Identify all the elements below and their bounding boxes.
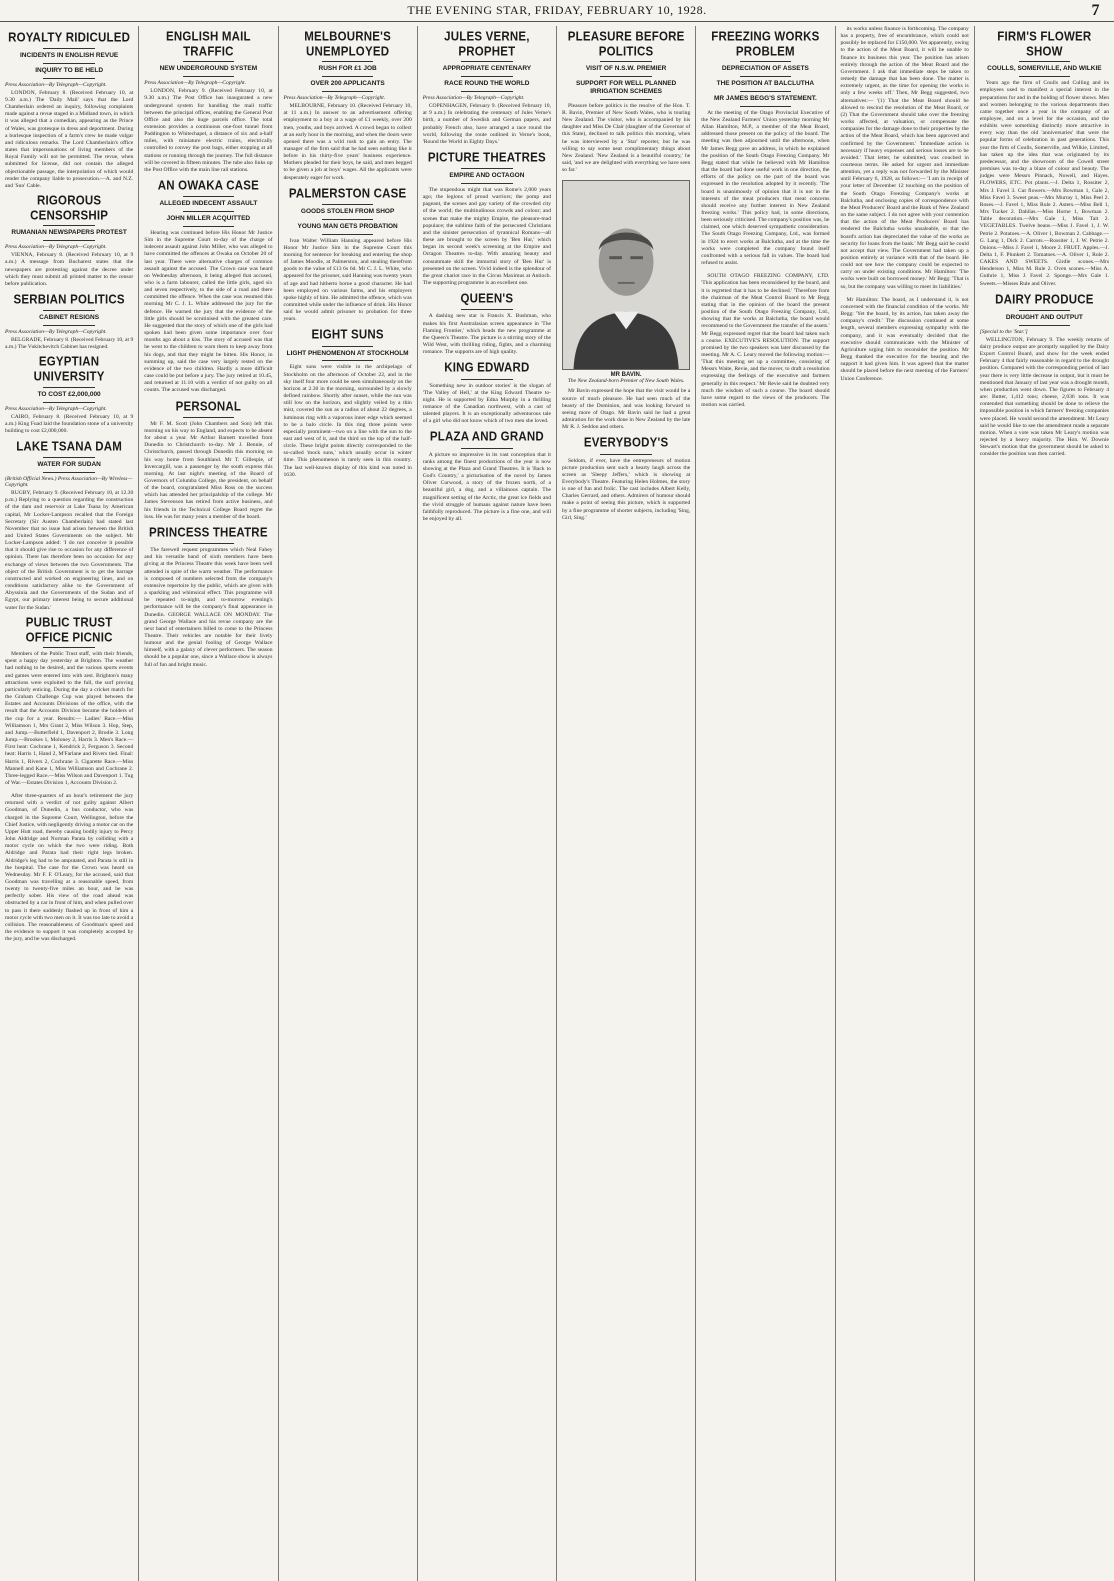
- article-subhead: NEW UNDERGROUND SYSTEM: [159, 65, 258, 73]
- article-subhead: WATER FOR SUDAN: [37, 461, 101, 469]
- article: [423, 431, 551, 523]
- article-body: Ivan Walter William Hanning appeared before His Honor Mr Justice Sim in the Supreme Court this morning for sentence for breaking and entering the shop of James Moodie, at Palmerston, and stealing therefrom goods to the value of £13 6s 6d. Mr C. J. L. White, who appeared for the prisoner, said Hanning was twenty years of age and had hitherto borne a good character. He had been employed on various farms, and his employers spoke highly of him. He admitted the offence, which was committed while under the influence of drink. His Honor said he would admit prisoner to probation for three years.: [283, 237, 412, 323]
- masthead: [0, 0, 1114, 22]
- subhead-rule: [740, 76, 791, 77]
- article: [5, 32, 133, 190]
- article-headline: MELBOURNE'S UNEMPLOYED: [304, 30, 391, 60]
- subhead-rule: [740, 106, 791, 107]
- headline-rule: [322, 204, 373, 205]
- headline-rule: [600, 454, 651, 455]
- article: [144, 527, 272, 669]
- article-subhead: MR JAMES BEGG'S STATEMENT.: [713, 95, 817, 103]
- headline-rule: [43, 387, 94, 388]
- article-subhead: JOHN MILLER ACQUITTED: [166, 215, 251, 223]
- subhead-rule: [1019, 76, 1071, 77]
- portrait-name: MR BAVIN.: [610, 372, 642, 379]
- article: [5, 357, 133, 435]
- article: [5, 196, 133, 288]
- article-body: 'Something new in outdoor stories' is the slogan of 'The Valley of Hell,' at the King Edward Theatre to-night. He is supported by Edna Murphy in a thrilling romance of the Canadian northwest, with a cast of talented players. It is an exceptionally adventurous tale of a girl who did not know which of two men she loved.: [422, 382, 551, 425]
- article: [144, 32, 272, 174]
- article-headline: DAIRY PRODUCE: [995, 292, 1094, 307]
- headline-rule: [183, 543, 234, 544]
- subhead-rule: [322, 360, 373, 361]
- article-subhead: VISIT OF N.S.W. PREMIER: [585, 65, 667, 73]
- article-headline: EVERYBODY'S: [583, 436, 669, 451]
- article-dateline: Press Association—By Telegraph—Copyright.: [144, 80, 246, 87]
- article-body: LONDON, February 8. (Received February 10, at 9.30 a.m.) The 'Daily Mail' says that the Lord Chamberlain ordered an inquiry, following complaints made against a revue staged in a Midland town, in which it was alleged that a comedian, appearing as the Prince of Wales, was grotesque in dress and deportment. During a burlesque inspection of a farm's crew he made vulgar and ridiculous remarks. The Lord Chamberlain's office states that impersonations of living members of the Royal Family will not be permitted. The revue, when submitted for license, did not contain the alleged objectionable passage, the interpolation of which would render the company liable to prosecution.—A. and N.Z. and 'Sun' Cable.: [5, 89, 134, 189]
- portrait-photo: [562, 180, 690, 370]
- article-body: Seldom, if ever, have the entrepreneurs of motion picture production sent such a hearty laugh across the screen as 'Sleepy Jeffers,' which is showing at Everybody's Theatre. Featuring Helen Holmes, the story is one of fun and frolic. The cast includes Albert Kelly, Charles Gerrard, and others. Admirers of humour should make a point of seeing this picture, which is supported by a fine programme of shorter subjects, including 'Sing, Girl, Sing.': [562, 457, 691, 521]
- headline-rule: [43, 647, 94, 648]
- article-subhead: RACE ROUND THE WORLD: [444, 80, 530, 88]
- article-dateline: Press Association—By Telegraph—Copyright.: [422, 95, 525, 102]
- article: [5, 294, 133, 351]
- article-subhead: INCIDENTS IN ENGLISH REVUE: [20, 52, 119, 60]
- article-subhead: EMPIRE AND OCTAGON: [449, 172, 525, 180]
- article-subhead: SUPPORT FOR WELL PLANNED IRRIGATION SCHEMES: [575, 80, 677, 96]
- article-body: CAIRO, February 8. (Received February 10, at 9 a.m.) King Fuad laid the foundation stone of a university building to cost £2,000,000.: [5, 413, 134, 434]
- article-headline: PLAZA AND GRAND: [429, 430, 544, 445]
- newspaper-column-2: [139, 26, 278, 1581]
- article-body: A dashing new star is Francis X. Bushman, who makes his first Australasian screen appearance in 'The Flaming Frontier,' which heads the new programme at the Queen's Theatre. The picture is a stirring story of the Wild West, with thrilling riding, fights, and a charming romance. The supports are of high quality.: [422, 313, 551, 356]
- headline-rule: [461, 61, 512, 62]
- article-dateline: [Special to the 'Star.']: [979, 328, 1028, 335]
- article-body: Eight suns were visible in the archipelago of Stockholm on the afternoon of October 22, and in the sky itself four more could be seen simultaneously on the horizon at 2.30 in the morning, surrounded by a slowly defined rainbow. Shortly after sunset, while the sun was still low on the horizon, and slightly veiled by a thin mist, covered the sun as a radius of about 22 degrees, a luminous ring with a vaporous inner edge which seemed to be a halo circle. In this ring three points were especially prominent—two on a line with the sun to the east and west of it, and the third on the top of the half-circle. These bright points directly corresponded to the so-called 'mock suns,' which usually occur in winter time. This phenomenon is rarely seen in this country. The last well-known display of this kind was noted in 1630.: [283, 364, 412, 478]
- headline-rule: [1019, 61, 1071, 62]
- article: [5, 615, 134, 787]
- article: [841, 297, 969, 383]
- article: [423, 152, 551, 287]
- article-subhead: GOODS STOLEN FROM SHOP: [300, 207, 395, 215]
- subhead-rule: [322, 91, 373, 92]
- subhead-rule: [43, 63, 94, 64]
- headline-rule: [461, 168, 512, 169]
- article-headline: ENGLISH MAIL TRAFFIC: [165, 30, 251, 60]
- article-headline: QUEEN'S: [460, 292, 514, 306]
- subhead-rule: [740, 91, 791, 92]
- article-subhead: DEPRECIATION OF ASSETS: [721, 65, 809, 73]
- article: [144, 180, 272, 394]
- article-body: Years ago the firm of Coulls and Culling and its employees used to manifest a special interest in the preparations for and in the holding of flower shows. Men and women belonging to the various departments then came together once a year in the company of an employee, and on a level for the occasion, and the exhibits were something distinctly more attractive in every way than the old 'anniversaries' that were the popular forms of celebration in past generations. This year the firm of Coulls, Somerville, and Wilkie, Limited, has taken up the idea that was originated by its predecessor, and the showroom of the Cowell street premises was to-day a blaze of colour and beauty. The judges were Messrs Pinnack, Nowell, and Hayes. FLOWERS, ETC. Pot plants.—J. Delta 1, Rossiter 2, Mrs J. Favel 3. Cut flowers.—Mrs Bowman 1, Gale 2, Miss Favel 3. Sweet peas.—Mrs Murray 1, Miss Peel 2. Roses.—J. Favel 1, Miss Rule 2. Asters.—Miss Bell 1, Mrs Tucker 2. Dahlias.—Miss Horne 1, Bowman 2. Table decoration.—Mrs Gale 1, Miss Tait 2. VEGETABLES. Twelve beans.—Miss J. Favel 1, J. W. Petrie 2. Potatoes.—A. Oliver 1, Bowman 2. Cabbage.—G. Lang 1, Dick 2. Carrots.—Rossiter 1, J. W. Petrie 2. Onions.—Miss J. Favel 1, Moore 2. FRUIT. Apples.—J. Delta 1, F. Plunkett 2. Tomatoes.—A. Oliver 1, Rule 2. CAKES AND SWEETS. Girdle scones.—Mrs Henderson 1, Miss M. Rule 2. Oven scones.—Miss A. Guthrie 1, Miss J. Favel 2. Sponge.—Mrs Gale 1. Sweets.—Misses Rule and Oliver.: [979, 80, 1109, 287]
- subhead-rule: [461, 91, 512, 92]
- subhead-rule: [43, 472, 94, 473]
- article-dateline: Press Association—By Telegraph—Copyright.: [5, 405, 107, 412]
- article-body: After three-quarters of an hour's retirement the jury returned with a verdict of not guilty against Albert Goodman, of Dunedin, a bus conductor, who was charged in the Supreme Court, Wellington, before the Chief Justice, with negligently driving a motor car on the Upper Hutt road, thereby causing bodily injury to Percy John Aldridge and Norman Parata by colliding with a motor cycle on which the two were riding. Both Aldridge and Parata had their right legs broken. Aldridge's leg had to be amputated, and Parata is still in the hospital. The case for the Crown was heard on Wednesday. Mr F. F. O'Leary, for the accused, said that Goodman was travelling at a reasonable speed, from twenty to twenty-five miles an hour, and he was perfectly sober. His view of the road ahead was obstructed by a car in front of him, and when pulled over to pass it there suddenly flashed up in front of him a motor cycle with two men on it. It was too late to avoid a collision. The reasonableness of Goodman's speed and the evidence to support it was completely accepted by the jury, and he was discharged.: [5, 793, 134, 943]
- article-body: Hearing was continued before His Honor Mr Justice Sim in the Supreme Court to-day of the charge of indecent assault against John Miller, who was alleged to have committed the offences at Owaka on October 20 of last year. There were alternative charges of common assault against the accused. The Crown case was heard on Wednesday afternoon, it being alleged that accused, who is a farm labourer, called the little girls, aged six and seven respectively, to the side of a road and there committed the offence. When the case was resumed this morning Mr C. J. L. White addressed the jury for the defence. He warned the jury that the evidence of the little girls should be scrutinised with the greatest care. He suggested that the story of which one of the girls had spoken had been given some importance over four months ago about a kiss. The story of accused was that he went to the children to warn them to keep away from his dogs, and that they might be bitten. His Honor, in summing up, said the case very largely rested on the evidence of the two children. Hardly a more difficult case could be put before a jury. The jury retired at 10.45, and returned at 11.10 with a verdict of not guilty on all counts. The accused was discharged.: [144, 229, 273, 394]
- headline-rule: [43, 310, 94, 311]
- subhead-rule: [461, 76, 512, 77]
- headline-rule: [43, 457, 94, 458]
- article: [423, 32, 551, 146]
- subhead-rule: [600, 76, 651, 77]
- article: [5, 441, 133, 612]
- article-subhead: COULLS, SOMERVILLE, AND WILKIE: [987, 65, 1102, 73]
- newspaper-column-1: [0, 26, 139, 1581]
- article-headline: SERBIAN POLITICS: [13, 293, 125, 307]
- subhead-rule: [43, 240, 94, 241]
- subhead-rule: [600, 99, 651, 100]
- subhead-rule: [322, 76, 373, 77]
- article-dateline: Press Association—By Telegraph—Copyright.: [5, 244, 107, 251]
- article: [562, 437, 690, 522]
- masthead-title: THE EVENING STAR, FRIDAY, FEBRUARY 10, 1928.: [407, 3, 707, 17]
- subhead-rule: [43, 325, 94, 326]
- article-subhead: INQUIRY TO BE HELD: [35, 67, 104, 75]
- newspaper-column-3: [279, 26, 418, 1581]
- headline-rule: [322, 346, 373, 347]
- subhead-rule: [183, 226, 234, 227]
- headline-rule: [461, 309, 512, 310]
- article-body: VIENNA, February 8. (Received February 10, at 9 a.m.) A message from Bucharest states that the newspapers are protesting against the decree under which they must submit all printed matter to the censor before publication.: [5, 252, 134, 287]
- article-headline: PUBLIC TRUST OFFICE PICNIC: [25, 615, 113, 645]
- article: [701, 32, 829, 267]
- article-headline: PALMERSTON CASE: [288, 186, 407, 201]
- article-subhead: CABINET RESIGNS: [39, 314, 100, 322]
- article: [144, 401, 272, 521]
- headline-rule: [740, 61, 791, 62]
- article: [980, 32, 1109, 288]
- article-headline: PERSONAL: [175, 399, 242, 414]
- headline-rule: [43, 48, 94, 49]
- article-headline: AN OWAKA CASE: [157, 179, 259, 193]
- article-subhead: DROUGHT AND OUTPUT: [1005, 313, 1083, 321]
- subhead-rule: [1019, 325, 1071, 326]
- newspaper-column-5: [557, 26, 696, 1581]
- article-body: MELBOURNE, February 10. (Received February 10, at 11 a.m.) In answer to an advertisement offering employment to a boy at a wage of £1 weekly, over 200 men, youths, and boys arrived. A crowd began to collect at an early hour in the morning, and when the doors were opened there was a wild rush to gain an entry. The manager of the firm said that he had seen nothing like it before in his thirty-five years' business experience. Mothers pleaded for their boys, he said, and men begged to be given a job at boys' wages. All the applicants were desperately eager for work.: [283, 103, 412, 181]
- article-headline: FREEZING WORKS PROBLEM: [711, 30, 820, 60]
- headline-rule: [43, 225, 94, 226]
- headline-rule: [461, 448, 512, 449]
- article: [5, 793, 133, 943]
- article: [423, 293, 551, 356]
- article-headline: PICTURE THEATRES: [427, 150, 546, 165]
- headline-rule: [1019, 310, 1071, 311]
- article: [284, 32, 412, 182]
- headline-rule: [183, 61, 234, 62]
- newspaper-column-6: [696, 26, 835, 1581]
- article-body: its works unless finance is forthcoming. The company has a property, free of encumbrance, which could not possibly be replaced for £150,000. Yet apparently, owing to the action of the Meat Board, it will be unable to finance its business this year. The position has arisen entirely through the action of the Meat Board and the Government. I ask that immediate steps be taken to remedy the damage that has been done. The matter is extremely urgent, as the time for opening the works is only a few weeks off.' Then, Mr Begg suggested, two alternatives:— '(1) That the Meat Board should be allowed to rescind the resolution of the Meat Board, or (2) That the Government should take over the freezing works affected, at valuation, or compensate the companies for the damage done to their properties by the action of the Meat Board, which has been approved and confirmed by the Government.' 'Immediate action is necessary if heavy expenses and serious losses are to be avoided.' That letter, he submitted, was couched in courteous terms. He asked for urgent and immediate attention, yet a reply was not forwarded by the Minister until February 6, 1928, as follows:— 'I am in receipt of your letter of December 12 touching on the position of the South Otago Freezing Company's works at Balclutha, and enclosing copies of correspondence with the Meat Producers' Board and the Bank of New Zealand on the same subject. I do not agree with your contention that the action of the Meat Producers' Board has rendered the Balclutha works unsaleable, or that the board's action has depreciated the value of the works as security for loans from the bank.' Mr Begg said he could not accept that view. The Government had taken up a position entirely at variance with that of the board. He could not see how the company could be expected to carry on under existing conditions. Mr Hamilton: 'The works were built on borrowed money.' Mr Begg: 'That is so, but the company was willing to meet its liabilities.': [840, 26, 969, 290]
- article: [562, 388, 690, 431]
- headline-rule: [461, 379, 512, 380]
- article-subhead: APPROPRIATE CENTENARY: [442, 65, 532, 73]
- article-headline: FIRM'S FLOWER SHOW: [997, 30, 1092, 60]
- article-subhead: TO COST £2,000,000: [37, 390, 101, 398]
- article-headline: EIGHT SUNS: [311, 328, 384, 343]
- article-headline: KING EDWARD: [444, 361, 530, 376]
- article-dateline: (British Official News.) Press Association—By Wireless—Copyright.: [5, 476, 133, 489]
- newspaper-columns: [0, 26, 1114, 1581]
- subhead-rule: [461, 183, 512, 184]
- article-subhead: THE POSITION AT BALCLUTHA: [716, 80, 815, 88]
- subhead-rule: [183, 211, 234, 212]
- article-dateline: Press Association—By Telegraph—Copyright.: [5, 329, 107, 336]
- subhead-rule: [183, 76, 234, 77]
- article-dateline: Press Association—By Telegraph—Copyright.: [283, 95, 386, 102]
- newspaper-column-7: [836, 26, 975, 1581]
- subhead-rule: [43, 402, 94, 403]
- article: [423, 362, 551, 425]
- headline-rule: [183, 196, 234, 197]
- subhead-rule: [322, 219, 373, 220]
- article-body: Mr Hamilton: The board, as I understand it, is not concerned with the financial condition of the works. Mr Begg: 'Yet the board, by its action, has taken away the company's credit.' The discussion continued at some length, several members expressing sympathy with the company, and it was eventually decided that the executive should communicate with the Minister of Agriculture urging him to reconsider the position. Mr Begg thanked the executive for the hearing and the support it had given him. It was agreed that the matter should be placed before the next meeting of the Farmers' Union Conference.: [840, 296, 969, 382]
- article: [701, 273, 829, 409]
- article-subhead: LIGHT PHENOMENON AT STOCKHOLM: [286, 349, 409, 357]
- newspaper-column-4: [418, 26, 557, 1581]
- article: [284, 188, 412, 324]
- article-subhead: RUMANIAN NEWSPAPERS PROTEST: [11, 229, 127, 237]
- article: [980, 294, 1109, 459]
- article-body: BELGRADE, February 8. (Received February 10, at 9 a.m.) The Vukitchevitch Cabinet has resigned.: [5, 337, 134, 351]
- article-dateline: Press Association—By Telegraph—Copyright.: [5, 81, 107, 88]
- article-subhead: RUSH FOR £1 JOB: [318, 65, 377, 73]
- article-body: LONDON, February 9. (Received February 10, at 9.30 a.m.) The Post Office has inaugurated a new underground system for handling the mail traffic between the principal offices, enabling the General Post Office and also the huge parcels office. The total extension provides a continuous one-foot tunnel from Paddington to Whitechapel, a distance of six and a-half miles, with miniature electric trains, electrically controlled to convey the post bags, either stopping at all stations or running through the journey. The full distance will be covered in fifteen minutes. The tube also links up the Post Office with the main line rail stations.: [144, 88, 273, 173]
- article-body: Pleasure before politics is the resolve of the Hon. T. R. Bavin, Premier of New South Wales, who is touring New Zealand. The visitor, who is accompanied by his daughter and Miss De Clair (daughter of the Governor of this State), declined to talk politics this morning, when he was interviewed by a 'Star' reporter, but he was willing to say some neat complimentary things about New Zealand. 'New Zealand is a beautiful country,' he said, 'and we are delighted with everything we have seen so far.': [562, 102, 691, 174]
- article-body: COPENHAGEN, February 9. (Received February 10, at 9 a.m.) In celebrating the centenary of Jules Verne's birth, a number of Swedish and German papers, and probably French also, have arranged a race round the world, following the route outlined in Verne's book, 'Round the World in Eighty Days.': [422, 103, 551, 145]
- article-headline: PRINCESS THEATRE: [149, 525, 268, 540]
- article-subhead: YOUNG MAN GETS PROBATION: [297, 222, 398, 230]
- article: [562, 32, 690, 174]
- headline-rule: [322, 61, 373, 62]
- headline-rule: [183, 417, 234, 418]
- subhead-rule: [322, 234, 373, 235]
- article-body: Mr Bavin expressed the hope that the visit would be a source of much pleasure. He had seen much of the beauty of the Dominion, and was looking forward to seeing more of Otago. Mr Bavin said he had a great admiration for the work done in New Zealand by the late Mr R. J. Seddon and others.: [562, 388, 691, 431]
- article-headline: LAKE TSANA DAM: [16, 440, 123, 454]
- article-subhead: OVER 200 APPLICANTS: [310, 80, 385, 88]
- article-body: The farewell request programmes which Neal Fahey and his versatile band of sixth members have been giving at the Princess Theatre this week have been well attended in spite of the warm weather. The performance is composed of numbers selected from the company's extensive repertoire by the public, which are given with a sparkling and whimsical effect. This programme will be repeated to-night, and to-morrow evening's performance will be the company's final appearance in Dunedin. GEORGE WALLACE ON MONDAY. The grand George Wallace and his revue company are the next band of entertainers billed to come to the Princess Theatre. Their vehicles are notable for their lively humour and the genial fooling of George Wallace himself, with a galaxy of clever performers. The season should be a popular one, since a Wallace show is always full of fun and bright music.: [144, 547, 273, 668]
- article-headline: JULES VERNE, PROPHET: [444, 30, 530, 60]
- article-headline: EGYPTIAN UNIVERSITY: [33, 355, 105, 385]
- portrait-caption: The New Zealand-born Premier of New South Wales.: [567, 378, 685, 385]
- article: [284, 329, 412, 479]
- subhead-rule: [43, 78, 94, 79]
- article-headline: ROYALTY RIDICULED: [8, 31, 131, 45]
- headline-rule: [600, 61, 651, 62]
- article-body: The stupendous might that was Rome's 2,000 years ago; the legions of proud warriors; the pomp and pageant, the scenes and gay variety of the crowded city of the world; the multitudinous crowds and colour; and scenes that make the mighty Empire, the pleasure-mad populace; the sublime faith of the persecuted Christians and the sinister persecution of tyrannical Romans—all these are brought to the screen by 'Ben Hur,' which began its second week's screening at the Empire and Octagon Theatres to-day. With amazing beauty and consummate skill the immortal story of 'Ben Hur' is presented on the screen. Vivid indeed is the splendour of the great chariot race in the Circus Maximus at Antioch. The supporting programme is an excellent one.: [422, 186, 551, 287]
- article-subhead: ALLEGED INDECENT ASSAULT: [159, 200, 258, 208]
- article-body: SOUTH OTAGO FREEZING COMPANY, LTD. 'This application has been reconsidered by the board, and it is regretted that it has to be declined.' 'Therefore from the chairman of the Meat Control Board to Mr Begg stating that in the opinion of the board the present position of the South Otago Freezing Company, Ltd., showing that the works at Balclutha, the board would recommend to the Government the transfer of the assets.' Mr Begg expressed regret that the board had taken such a course. EXECUTIVE'S RESOLUTION. The support promised by the two speakers was later discussed by the meeting. Mr A. C. Leary moved the following motion:— 'That this meeting set up a committee, consisting of Messrs Waite, Revie, and the mover, to draft a resolution expressing the feelings of the executive and farmers generally in this respect.' Mr Revie said he doubted very much the wisdom of such a course. The board should have some regard to the views of the producers. The motion was carried.: [701, 273, 830, 409]
- article-headline: RIGOROUS CENSORSHIP: [30, 194, 109, 224]
- article-body: RUGBY, February 9. (Received February 10, at 12.30 p.m.) Replying to a question regarding the construction of the dam and reservoir at Lake Tsana by American capital, Mr Locker-Lampson recalled that the Foreign Secretary (Sir Austen Chamberlain) had stated last November that no issue had arisen between the British and United States Governments on the subject. Mr Locker-Lampson added: 'I do not conceive it possible that it should give rise to occasion for any difference of opinion. There has therefore been no occasion for any exchange of views between the two Governments. The object of the British Government is to get the barrage constructed and worked on engineering lines, and on conditions satisfactory alike to the Government of Abyssinia and the Governments of the Sudan and of Egypt, our primary interest being to secure additional water for the Sudan.': [5, 490, 134, 611]
- newspaper-column-8: [975, 26, 1114, 1581]
- article: [841, 26, 969, 291]
- article-body: A picture so impressive in its vast conception that it ranks among the finest productions of the year is now showing at the Plaza and Grand Theatres. It is 'Back to God's Country,' a picturisation of the novel by James Oliver Curwood, a story of the frozen north, of a beautiful girl, a dog, and a villainous captain. The magnificent setting of the Arctic, the great ice fields and the vivid struggle of humans against nature have been faithfully reproduced. The picture is a fine one, and will be enjoyed by all.: [422, 451, 551, 523]
- article-body: WELLINGTON, February 9. The weekly returns of dairy produce output are promptly supplied by the Dairy Export Control Board, and show for the week ended February 4 that fairly reasonable in regard to the drought position. Compared with the corresponding period of last year there is very little decrease in output, but it must be mentioned that January of last year was a drought month, when production went down. The figures to February 4 are: Butter, 1,412 tons; cheese, 2,036 tons. It was contended that something should be done to relieve the impossible position in which farmers' freezing companies were placed. He would second the amendment. Mr Leary said he would like to see the amendment made a separate motion. When a vote was taken Mr Leary's motion was rejected by a heavy majority. The Hon. W. Downie Stewart's motion that the government should be asked to consider the position was then carried.: [979, 336, 1109, 458]
- article-headline: PLEASURE BEFORE POLITICS: [567, 30, 685, 60]
- article-body: Mr F. M. Scott (John Chambers and Son) left this morning on his way to England, and expects to be absent for about a year. Mr Arthur Barnett travelled from Dunedin to Christchurch to-day. Mr J. Bennie, of Christchurch, passed through Dunedin this morning on his way home from Southland. Mr T. Gillespie, of Invercargill, was a passenger by the south express this morning. At last night's meeting of the Board of Governors of Columba College, the president, on behalf of the board, congratulated Miss Ross on the success which has attended her principalship of the college. Mr James Stevenson has retired from active business, and his friends in the Technical College Board regret the loss. He was for many years a member of the board.: [144, 420, 273, 520]
- page-number: 7: [1091, 2, 1100, 19]
- article-body: Members of the Public Trust staff, with their friends, spent a happy day yesterday at Brighton. The weather had nothing to be desired, and the various sports events and games were entered into with zest. Brighton's many attractions were exploited to the full, the surf proving particularly enticing. During the day a cricket match for the Graham Challenge Cup was played between the Estates and Accounts Divisions of the office, with the result that the Accounts Division became the holders of the cup for a year. Results:— Ladies' Race.—Miss Williamson 1, Mrs Grant 2, Miss Wilson 3. Hop, Step, and Jump.—Butterfield 1, Davenport 2, Brodie 3. Long Jump.—Brookes 1, Moloney 2, Harris 3. Men's Race.—First heat: Cochrane 1, Kendrick 2, Ferguson 3. Second heat: Harris 1, Hand 2, M'Farlane and Rivers tied. Final: Harris 1, Rivers 2, Cochrane 3. Cigarette Race.—Miss Mannell and Kane 1, Miss Williamson and Cochrane 2. Three-legged Race.—Miss Wilson and Davenport 1. Tug of War.—Estates Division 1, Accounts Division 2.: [5, 651, 134, 786]
- article-body: At the meeting of the Otago Provincial Executive of the New Zealand Farmers' Union yesterday morning Mr Allan Hamilton, M.P., a member of the Meat Board, addressed those present on the policy of the board. The meeting was then adjourned until the afternoon, when Mr James Begg gave an address, in which he explained the position of the South Otago Freezing Company. Mr Begg stated that while he believed with Mr Hamilton that the board had done useful work in one direction, the efforts of the policy on the part of the board was expressed in the resolution adopted by it recently. 'The board is unanimously of opinion that it is not in the interests of the meat producers that meat concerns should receive any further interest in New Zealand freezing works.' This policy had, in some directions, been seriously criticised. The company's position was, he claimed, one which deserved sympathetic consideration. The South Otago Freezing Company, Ltd., was formed in 1924 to erect works at Balclutha, and at the time the works were completed the company found itself confronted with a serious fall in values. The board had refused to assist.: [701, 109, 830, 267]
